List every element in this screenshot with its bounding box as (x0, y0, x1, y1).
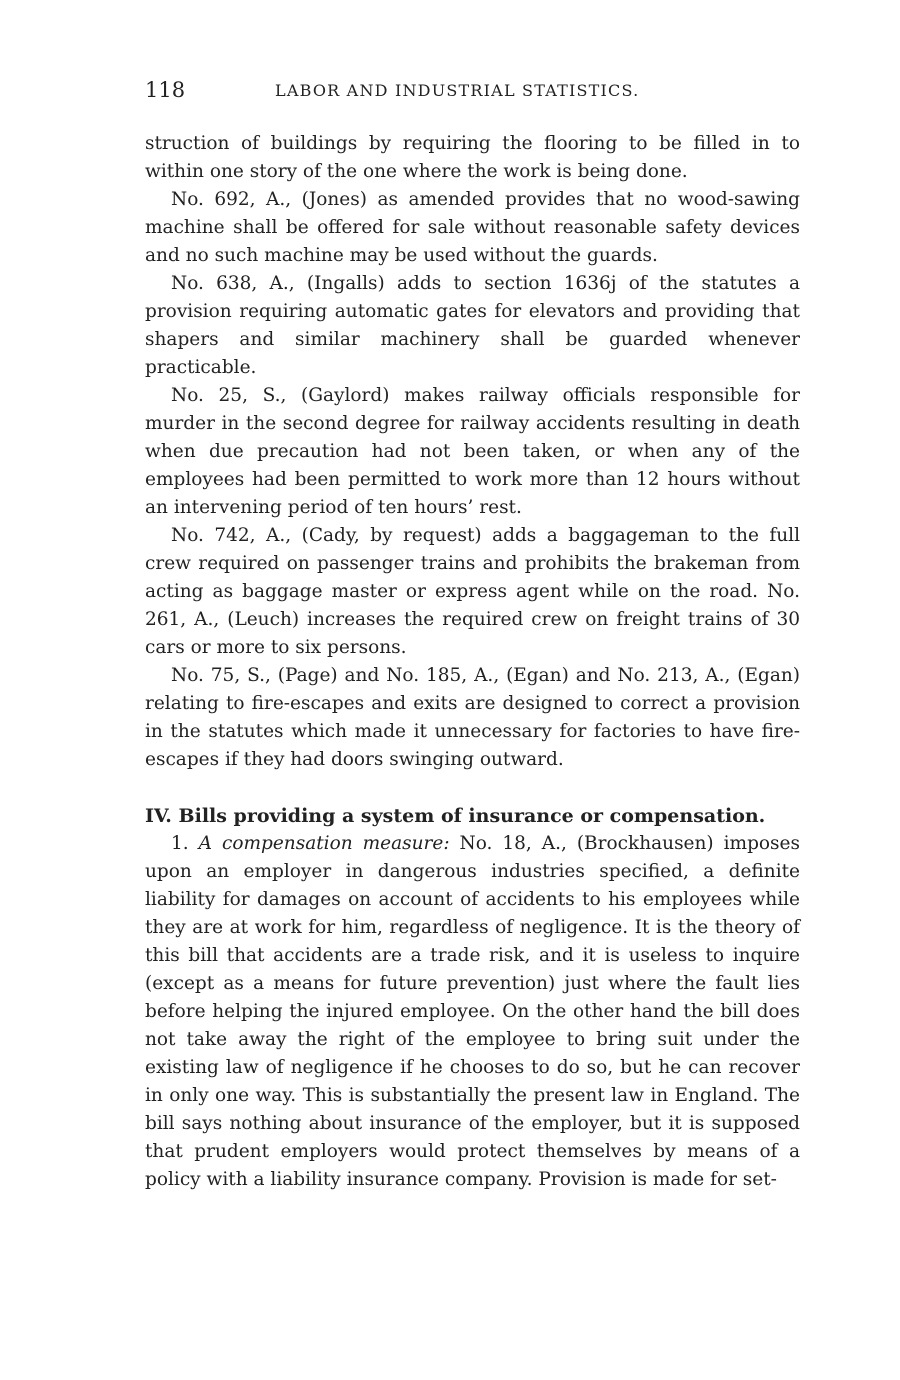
paragraph-bill-742: No. 742, A., (Cady, by request) adds a baggageman to the full crew required on passenger trains and prohibits the brakeman from acting as baggage master or express agent while on the road. No. 261, A., (Leuch) increases the required crew on freight trains of 30 cars or more to six persons. (145, 525, 800, 658)
paragraph-bill-638: No. 638, A., (Ingalls) adds to section 1636j of the statutes a provision requiring automatic gates for elevators and providing that shapers and similar machinery shall be guarded whenever practicable. (145, 273, 800, 378)
page-header (145, 78, 800, 108)
list-number: 1. (171, 833, 189, 854)
paragraph-bill-75: No. 75, S., (Page) and No. 185, A., (Egan) and No. 213, A., (Egan) relating to fire-escapes and exits are designed to correct a provision in the statutes which made it unnecessary for factories to have fire-escapes if they had doors swinging outward. (145, 665, 800, 770)
body-text (145, 130, 800, 1194)
paragraph-text: No. 18, A., (Brockhausen) imposes upon an employer in dangerous industries specified, a definite liability for damages on account of accidents to his employees while they are at work for him, regardless of negligence. It is the theory of this bill that accidents are a trade risk, and it is useless to inquire (except as a means for future prevention) just where the fault lies before helping the injured employee. On the other hand the bill does not take away the right of the employee to bring suit under the existing law of negligence if he chooses to do so, but he can recover in only one way. This is substantially the present law in England. The bill says nothing about insurance of the employer, but it is supposed that prudent employers would protect themselves by means of a policy with a liability insurance company. Provision is made for set- (145, 833, 800, 1190)
paragraph-bill-692: No. 692, A., (Jones) as amended provides that no wood-sawing machine shall be offered for sale without reasonable safety devices and no such machine may be used without the guards. (145, 189, 800, 266)
paragraph-compensation-measure (145, 830, 800, 1194)
section-heading: IV. Bills providing a system of insurance or compensation. (145, 805, 766, 827)
running-head: LABOR AND INDUSTRIAL STATISTICS. (275, 81, 640, 100)
page-number: 118 (145, 78, 186, 102)
italic-lead: A compensation measure: (198, 833, 450, 854)
paragraph-bill-25: No. 25, S., (Gaylord) makes railway officials responsible for murder in the second degree for railway accidents resulting in death when due precaution had not been taken, or when any of the employees had been permitted to work more than 12 hours without an intervening period of ten hours’ rest. (145, 385, 800, 518)
paragraph-continuation: struction of buildings by requiring the flooring to be filled in to within one story of the one where the work is being done. (145, 133, 800, 182)
